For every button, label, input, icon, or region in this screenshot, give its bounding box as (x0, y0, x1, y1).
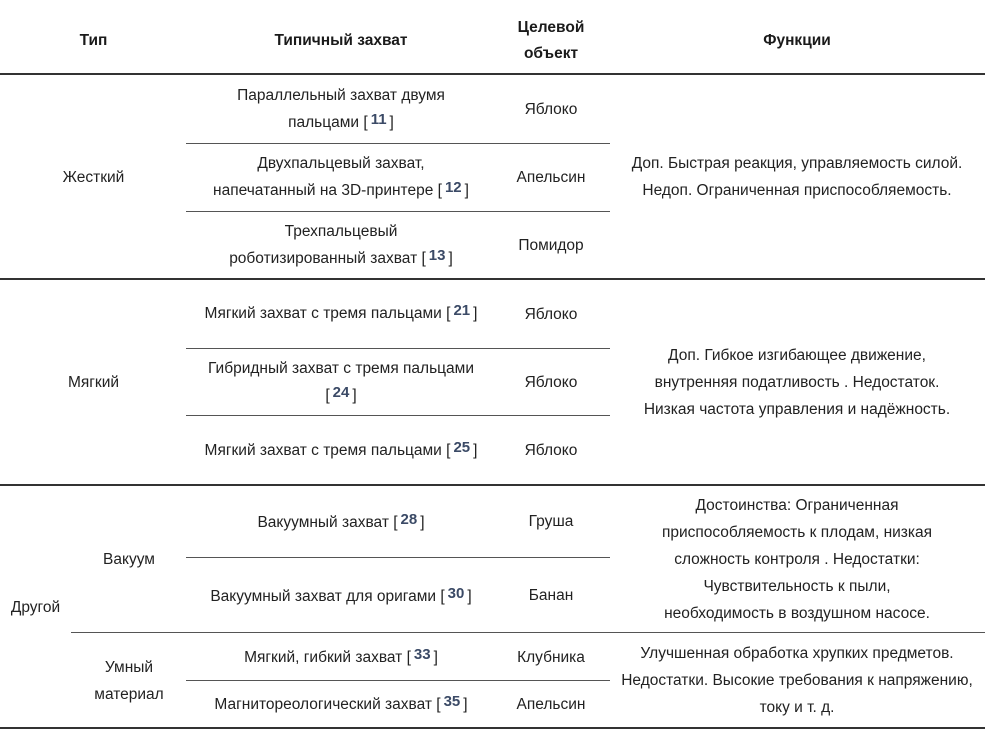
gripper-cell (187, 634, 495, 681)
bracket-close: ] (464, 182, 469, 199)
target-object: Яблоко (524, 100, 578, 118)
gripper-cell (187, 559, 495, 633)
gripper-name: Мягкий захват с тремя пальцами [ (204, 304, 451, 322)
gripper-name: Параллельный захват двумя пальцами [ (237, 87, 445, 131)
target-object: Клубника (517, 648, 585, 666)
gripper-name: Гибридный захват с тремя пальцами [ (208, 360, 474, 404)
gripper-name: Магнитореологический захват [ (214, 696, 441, 713)
functions-vacuum: Достоинства: Ограниченная приспособляемость к плодам, низкая сложность контроля . Недостатки: Чувствительность к пыли, необходимость в воздушном насосе. (661, 497, 933, 622)
target-object: Яблоко (524, 305, 578, 323)
citation-link[interactable]: 30 (447, 584, 465, 602)
group-label-soft: Мягкий (67, 374, 120, 391)
gripper-name: Вакуумный захват [ (257, 513, 398, 531)
gripper-name: Мягкий захват с тремя пальцами [ (204, 441, 451, 459)
bracket-close: ] (473, 441, 478, 459)
group-label-rigid: Жесткий (62, 168, 125, 186)
gripper-cell (187, 150, 495, 204)
target-object: Помидор (518, 236, 584, 254)
subgroup-label-smart: Умный материал (94, 659, 164, 703)
citation-link[interactable]: 13 (428, 247, 446, 264)
bracket-close: ] (420, 513, 425, 531)
citation-link[interactable]: 35 (443, 693, 461, 710)
citation-link[interactable]: 33 (413, 646, 431, 663)
gripper-name: Двухпальцевый захват, напечатанный на 3D-принтере [ (213, 155, 442, 199)
citation-link[interactable]: 25 (453, 438, 471, 456)
gripper-cell (187, 286, 495, 340)
bracket-close: ] (352, 387, 357, 404)
subgroup-label-vacuum: Вакуум (103, 551, 155, 568)
target-object: Груша (528, 513, 574, 530)
gripper-cell (187, 218, 495, 272)
header-functions: Функции (763, 32, 831, 49)
citation-link[interactable]: 21 (453, 301, 471, 319)
bracket-close: ] (433, 649, 438, 666)
citation-link[interactable]: 28 (400, 510, 418, 528)
group-label-other: Другой (10, 598, 61, 616)
bracket-close: ] (473, 304, 478, 322)
target-object: Апельсин (516, 695, 586, 713)
target-object: Банан (528, 586, 574, 604)
functions-soft: Доп. Гибкое изгибающее движение, внутренняя податливость . Недостаток. Низкая частота управления и надёжность. (643, 347, 951, 418)
bracket-close: ] (467, 587, 472, 605)
bracket-close: ] (448, 250, 453, 267)
citation-link[interactable]: 24 (332, 384, 350, 401)
bracket-close: ] (463, 696, 468, 713)
header-type: Тип (79, 32, 108, 49)
functions-rigid: Доп. Быстрая реакция, управляемость силой. Недоп. Ограниченная приспособляемость. (631, 155, 963, 199)
header-target: Целевой объект (517, 19, 585, 62)
header-gripper: Типичный захват (274, 32, 408, 49)
gripper-name: Мягкий, гибкий захват [ (244, 649, 411, 666)
functions-smart: Улучшенная обработка хрупких предметов. Недостатки. Высокие требования к напряжению, току и т. д. (621, 645, 973, 716)
gripper-cell (187, 682, 495, 727)
target-object: Яблоко (524, 373, 578, 391)
gripper-name: Вакуумный захват для оригами [ (210, 587, 445, 605)
gripper-cell (187, 82, 495, 136)
gripper-cell (187, 423, 495, 477)
target-object: Яблоко (524, 441, 578, 459)
citation-link[interactable]: 12 (444, 179, 462, 196)
gripper-name: Трехпальцевый роботизированный захват [ (229, 223, 426, 267)
gripper-cell (187, 355, 495, 409)
bracket-close: ] (389, 114, 394, 131)
citation-link[interactable]: 11 (370, 111, 387, 128)
target-object: Апельсин (516, 169, 586, 186)
gripper-cell (187, 486, 495, 558)
